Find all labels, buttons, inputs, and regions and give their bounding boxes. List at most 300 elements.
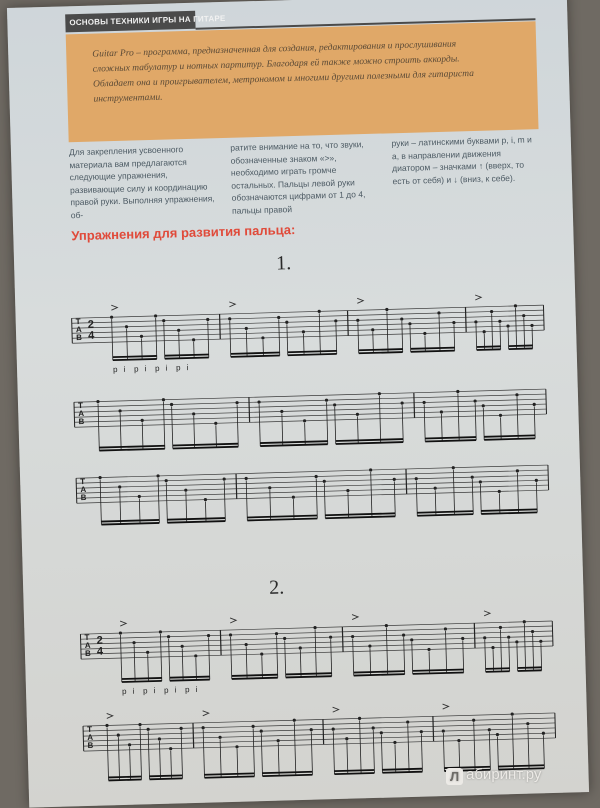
staff-line bbox=[72, 310, 544, 323]
tab-clef-letter: A bbox=[76, 325, 82, 334]
note-beam bbox=[165, 354, 209, 355]
tab-clef-letter: A bbox=[80, 485, 86, 494]
note-stem bbox=[353, 639, 354, 676]
note-stem bbox=[371, 472, 372, 517]
tab-note bbox=[98, 476, 101, 479]
barline bbox=[474, 623, 475, 648]
note-beam bbox=[122, 678, 162, 679]
info-line: Guitar Pro – программа, предназначенная для создания, редактирования и прослушивания bbox=[92, 36, 520, 63]
note-beam bbox=[260, 441, 327, 443]
tab-note bbox=[245, 477, 248, 480]
note-stem bbox=[261, 733, 262, 776]
fingering-letter: p bbox=[134, 364, 139, 373]
staff-line bbox=[81, 636, 553, 649]
text-column-1: Для закрепления усвоенного материала вам предлагаются следующие упражнения, развивающие силу и координацию правой руки. Выполняя упражнения, об- bbox=[69, 142, 218, 216]
note-stem bbox=[208, 321, 209, 357]
note-stem bbox=[528, 726, 529, 769]
tab-clef-letter: A bbox=[85, 641, 91, 650]
fingering-letter: i bbox=[186, 363, 188, 372]
note-stem bbox=[134, 645, 135, 682]
note-stem bbox=[120, 413, 121, 450]
tab-clef-letter: B bbox=[78, 417, 84, 426]
tab-note bbox=[303, 419, 306, 422]
staff-line bbox=[72, 305, 544, 318]
note-stem bbox=[331, 639, 332, 676]
tab-note bbox=[275, 632, 278, 635]
tab-note bbox=[356, 413, 359, 416]
note-beam bbox=[484, 435, 535, 436]
accent-mark bbox=[230, 618, 236, 623]
note-beam bbox=[481, 512, 537, 514]
note-beam bbox=[231, 352, 280, 353]
note-beam bbox=[411, 351, 455, 352]
tab-note bbox=[444, 627, 447, 630]
note-beam bbox=[288, 354, 337, 355]
chapter-header: ОСНОВЫ ТЕХНИКИ ИГРЫ НА ГИТАРЕ bbox=[65, 11, 195, 33]
staff-line bbox=[81, 646, 553, 659]
note-beam bbox=[170, 677, 210, 678]
tab-note bbox=[423, 332, 426, 335]
note-stem bbox=[270, 490, 271, 520]
barline bbox=[548, 465, 549, 490]
tab-note bbox=[302, 330, 305, 333]
note-beam bbox=[486, 668, 510, 669]
guitar-pro-info-box bbox=[66, 21, 539, 142]
tab-clef-letter: T bbox=[84, 633, 89, 642]
barline bbox=[193, 723, 194, 748]
note-stem bbox=[319, 313, 320, 354]
tab-note bbox=[511, 712, 514, 715]
note-stem bbox=[182, 648, 183, 680]
note-stem bbox=[517, 473, 518, 513]
tab-note bbox=[437, 311, 440, 314]
accent-mark bbox=[475, 295, 481, 300]
note-stem bbox=[534, 406, 535, 438]
tab-note bbox=[96, 400, 99, 403]
barline bbox=[323, 719, 324, 744]
tab-note bbox=[162, 319, 165, 322]
staff-line bbox=[83, 723, 555, 736]
tab-note bbox=[491, 646, 494, 649]
note-stem bbox=[142, 422, 143, 449]
tab-note bbox=[415, 477, 418, 480]
staff-line bbox=[84, 738, 556, 751]
note-beam bbox=[173, 444, 238, 446]
note-stem bbox=[443, 733, 444, 771]
note-beam bbox=[334, 773, 374, 774]
tab-note bbox=[434, 487, 437, 490]
tab-note bbox=[473, 399, 476, 402]
time-signature-digit: 4 bbox=[97, 646, 104, 658]
note-stem bbox=[278, 743, 279, 776]
note-beam bbox=[149, 775, 182, 776]
note-stem bbox=[373, 730, 374, 773]
tab-note bbox=[452, 466, 455, 469]
note-stem bbox=[492, 314, 493, 350]
tab-note bbox=[207, 634, 210, 637]
note-beam bbox=[325, 513, 395, 515]
note-stem bbox=[439, 315, 440, 351]
tab-note bbox=[268, 486, 271, 489]
barline bbox=[465, 307, 466, 332]
staff-line bbox=[81, 641, 553, 654]
tab-note bbox=[539, 640, 542, 643]
tab-note bbox=[533, 403, 536, 406]
tab-note bbox=[201, 726, 204, 729]
barline bbox=[348, 311, 349, 336]
note-stem bbox=[543, 735, 544, 768]
tab-note bbox=[531, 630, 534, 633]
note-beam bbox=[336, 442, 403, 444]
note-stem bbox=[517, 644, 518, 671]
note-stem bbox=[230, 321, 231, 357]
tab-note bbox=[119, 631, 122, 634]
note-stem bbox=[402, 405, 403, 442]
note-stem bbox=[395, 744, 396, 772]
tab-note bbox=[422, 401, 425, 404]
note-stem bbox=[253, 728, 254, 776]
tab-note bbox=[400, 317, 403, 320]
note-beam bbox=[382, 772, 422, 773]
note-stem bbox=[194, 416, 195, 448]
tab-note bbox=[368, 644, 371, 647]
tab-clef-letter: B bbox=[76, 333, 82, 342]
tab-note bbox=[314, 475, 317, 478]
note-stem bbox=[209, 638, 210, 680]
staff-line bbox=[72, 320, 544, 333]
tab-note bbox=[125, 325, 128, 328]
staff-line bbox=[84, 733, 556, 746]
note-stem bbox=[536, 482, 537, 512]
tab-note bbox=[346, 489, 349, 492]
note-stem bbox=[148, 731, 149, 779]
note-stem bbox=[509, 639, 510, 671]
note-stem bbox=[500, 323, 501, 349]
accent-mark bbox=[443, 704, 449, 709]
tab-note bbox=[506, 324, 509, 327]
tab-note bbox=[507, 636, 510, 639]
tab-note bbox=[369, 468, 372, 471]
note-stem bbox=[166, 483, 167, 523]
note-beam bbox=[518, 670, 542, 671]
tab-note bbox=[260, 730, 263, 733]
tab-note bbox=[299, 646, 302, 649]
note-stem bbox=[285, 640, 286, 677]
tab-note bbox=[118, 485, 121, 488]
note-beam bbox=[359, 349, 403, 350]
note-stem bbox=[386, 628, 387, 675]
note-stem bbox=[474, 722, 475, 770]
tab-note bbox=[345, 737, 348, 740]
fingering-letter: i bbox=[123, 365, 125, 374]
exercise-number: 1. bbox=[276, 252, 292, 275]
tab-note bbox=[514, 304, 517, 307]
book-page bbox=[7, 0, 589, 808]
tab-note bbox=[402, 633, 405, 636]
accent-mark bbox=[120, 621, 126, 626]
tab-note bbox=[498, 490, 501, 493]
tab-note bbox=[427, 648, 430, 651]
info-line: сложных табулатур и нотных партитур. Благодаря ей также можно строить аккорды. bbox=[92, 51, 520, 78]
note-stem bbox=[159, 741, 160, 779]
barline bbox=[72, 318, 73, 343]
barline bbox=[543, 305, 544, 330]
note-beam bbox=[413, 672, 464, 673]
tab-note bbox=[523, 620, 526, 623]
tab-note bbox=[472, 719, 475, 722]
tab-note bbox=[420, 730, 423, 733]
note-stem bbox=[497, 737, 498, 770]
barline bbox=[342, 627, 343, 652]
fingering-letter: i bbox=[144, 364, 146, 373]
tab-note bbox=[251, 725, 254, 728]
note-stem bbox=[336, 323, 337, 354]
accent-mark bbox=[352, 614, 358, 619]
note-stem bbox=[237, 405, 238, 447]
note-stem bbox=[458, 394, 459, 441]
note-stem bbox=[541, 643, 542, 670]
staff-line bbox=[77, 485, 549, 498]
tab-note bbox=[128, 743, 131, 746]
tab-note bbox=[313, 626, 316, 629]
tab-note bbox=[118, 409, 121, 412]
staff-line bbox=[72, 330, 544, 343]
note-stem bbox=[156, 318, 157, 359]
tab-note bbox=[260, 652, 263, 655]
note-stem bbox=[112, 319, 113, 360]
note-beam bbox=[173, 447, 238, 449]
note-stem bbox=[402, 321, 403, 352]
note-beam bbox=[382, 769, 422, 770]
note-stem bbox=[158, 478, 159, 523]
note-beam bbox=[262, 775, 312, 776]
note-stem bbox=[404, 637, 405, 674]
note-beam bbox=[286, 676, 332, 677]
note-beam bbox=[247, 516, 317, 518]
note-stem bbox=[98, 404, 99, 451]
tab-note bbox=[181, 645, 184, 648]
barline bbox=[433, 716, 434, 741]
note-stem bbox=[524, 624, 525, 671]
tab-note bbox=[204, 498, 207, 501]
staff-line bbox=[77, 490, 549, 503]
tab-note bbox=[530, 324, 533, 327]
note-stem bbox=[394, 481, 395, 516]
note-beam bbox=[231, 355, 280, 356]
tab-note bbox=[170, 403, 173, 406]
tab-note bbox=[245, 327, 248, 330]
tab-note bbox=[542, 732, 545, 735]
note-stem bbox=[370, 648, 371, 675]
tab-note bbox=[483, 330, 486, 333]
note-beam bbox=[336, 439, 403, 441]
staff-line bbox=[83, 718, 555, 731]
fingering-letter: p bbox=[176, 363, 181, 372]
exercise-number: 2. bbox=[269, 576, 285, 599]
tab-note bbox=[110, 316, 113, 319]
barline bbox=[414, 393, 415, 418]
note-stem bbox=[424, 404, 425, 441]
note-stem bbox=[533, 634, 534, 671]
tab-note bbox=[479, 480, 482, 483]
note-beam bbox=[101, 523, 159, 525]
tab-note bbox=[277, 316, 280, 319]
note-beam bbox=[425, 437, 476, 438]
note-beam bbox=[122, 681, 162, 682]
note-beam bbox=[232, 675, 278, 676]
fingering-letter: p bbox=[164, 686, 169, 695]
tab-note bbox=[496, 733, 499, 736]
note-stem bbox=[300, 650, 301, 677]
tab-note bbox=[140, 335, 143, 338]
note-stem bbox=[485, 640, 486, 672]
note-stem bbox=[421, 734, 422, 772]
note-stem bbox=[169, 639, 170, 681]
note-stem bbox=[335, 407, 336, 444]
tab-note bbox=[442, 729, 445, 732]
tab-note bbox=[159, 630, 162, 633]
note-stem bbox=[171, 751, 172, 779]
note-stem bbox=[311, 732, 312, 775]
fingering-letter: p bbox=[122, 687, 127, 696]
tab-note bbox=[235, 401, 238, 404]
tab-note bbox=[169, 747, 172, 750]
tab-note bbox=[156, 474, 159, 477]
tab-note bbox=[146, 651, 149, 654]
note-beam bbox=[354, 674, 405, 675]
tab-note bbox=[165, 479, 168, 482]
accent-mark bbox=[357, 298, 363, 303]
note-stem bbox=[172, 407, 173, 449]
tab-note bbox=[138, 723, 141, 726]
staff-line bbox=[83, 728, 555, 741]
note-stem bbox=[489, 732, 490, 770]
tab-note bbox=[516, 469, 519, 472]
tab-note bbox=[318, 310, 321, 313]
tab-note bbox=[461, 637, 464, 640]
note-stem bbox=[379, 396, 380, 443]
tab-note bbox=[146, 728, 149, 731]
tab-note bbox=[292, 496, 295, 499]
note-stem bbox=[358, 322, 359, 353]
text-column-3: руки – латинскими буквами p, i, m и a, в направлении движения диатором – значками ↑ (вверх, то есть от себя) и ↓ (вниз, к себе). bbox=[391, 133, 540, 207]
tab-note bbox=[499, 414, 502, 417]
note-stem bbox=[316, 479, 317, 519]
tab-note bbox=[393, 741, 396, 744]
tab-note bbox=[105, 724, 108, 727]
fingering-letter: i bbox=[165, 364, 167, 373]
note-beam bbox=[167, 518, 225, 520]
note-beam bbox=[411, 348, 455, 349]
tab-note bbox=[393, 478, 396, 481]
note-beam bbox=[518, 667, 542, 668]
time-signature-digit: 4 bbox=[88, 330, 95, 342]
note-stem bbox=[387, 311, 388, 352]
note-beam bbox=[260, 444, 327, 446]
tab-staff-ex1-row1 bbox=[71, 283, 545, 376]
tab-note bbox=[498, 320, 501, 323]
note-stem bbox=[500, 629, 501, 671]
note-stem bbox=[453, 470, 454, 515]
staff-line bbox=[83, 713, 555, 726]
barline bbox=[76, 478, 77, 503]
note-beam bbox=[509, 345, 533, 346]
note-stem bbox=[220, 739, 221, 777]
tab-note bbox=[285, 321, 288, 324]
tab-note bbox=[378, 392, 381, 395]
watermark-text: абиринт.ру bbox=[466, 766, 541, 783]
tab-clef-letter: B bbox=[85, 649, 91, 658]
note-beam bbox=[109, 780, 142, 781]
tab-note bbox=[333, 403, 336, 406]
note-stem bbox=[416, 481, 417, 516]
barline bbox=[236, 474, 237, 499]
tab-note bbox=[192, 412, 195, 415]
tab-clef-letter: A bbox=[78, 409, 84, 418]
text-column-2: ратите внимание на то, что звуки, обозначенные знаком «>», необходимо играть громче остальных. Пальцы левой руки обозначаются цифрами от 1 до 4, пальцы правой bbox=[230, 138, 379, 212]
note-beam bbox=[484, 438, 535, 439]
note-stem bbox=[327, 402, 328, 444]
tab-note bbox=[280, 410, 283, 413]
accent-mark bbox=[484, 611, 490, 616]
tab-note bbox=[526, 722, 529, 725]
tab-note bbox=[192, 338, 195, 341]
note-beam bbox=[165, 357, 209, 358]
note-beam bbox=[101, 520, 159, 522]
barline bbox=[552, 621, 553, 646]
tab-clef-letter: T bbox=[76, 317, 81, 326]
note-beam bbox=[477, 349, 501, 350]
tab-note bbox=[223, 477, 226, 480]
fingering-letter: i bbox=[195, 685, 197, 694]
note-beam bbox=[325, 516, 395, 518]
tab-note bbox=[228, 317, 231, 320]
note-beam bbox=[417, 511, 473, 513]
tab-note bbox=[158, 737, 161, 740]
tab-clef-letter: T bbox=[80, 477, 85, 486]
tab-note bbox=[515, 393, 518, 396]
note-stem bbox=[282, 413, 283, 445]
note-stem bbox=[381, 735, 382, 773]
note-stem bbox=[164, 323, 165, 359]
accent-mark bbox=[203, 711, 209, 716]
tab-note bbox=[452, 321, 455, 324]
note-stem bbox=[277, 636, 278, 678]
note-beam bbox=[204, 773, 254, 774]
fingering-letter: p bbox=[185, 685, 190, 694]
tab-note bbox=[184, 489, 187, 492]
tab-note bbox=[244, 643, 247, 646]
note-stem bbox=[231, 637, 232, 679]
note-stem bbox=[475, 403, 476, 440]
barline bbox=[249, 397, 250, 422]
note-beam bbox=[150, 778, 183, 779]
tab-note bbox=[334, 319, 337, 322]
tab-note bbox=[194, 654, 197, 657]
note-stem bbox=[524, 318, 525, 349]
note-stem bbox=[483, 408, 484, 440]
tab-note bbox=[408, 322, 411, 325]
note-beam bbox=[417, 514, 473, 516]
tab-note bbox=[332, 728, 335, 731]
note-stem bbox=[333, 731, 334, 774]
barline bbox=[406, 469, 407, 494]
fingering-letter: p bbox=[113, 365, 118, 374]
note-stem bbox=[463, 640, 464, 672]
note-stem bbox=[181, 730, 182, 778]
info-line: инструментами. bbox=[93, 81, 521, 108]
tab-note bbox=[457, 739, 460, 742]
